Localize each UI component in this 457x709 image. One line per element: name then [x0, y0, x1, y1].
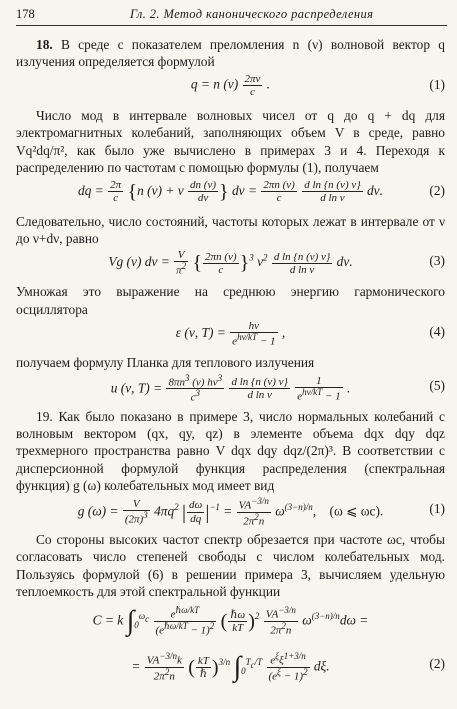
problem-19-label: 19.	[36, 408, 53, 424]
equation-19-1: g (ω) = $\frac{V}{(2\pi)^3}$ $4\pi q^2$ | $\frac{d\omega}{dq}$ $|^{-1}$ = $\frac{VA^{-3/n}}{2\pi^2n}$ $\omega^{(3-n)/n}$, (ω ⩽ ωc). (1)	[77, 495, 445, 528]
problem-18-text: В среде с показателем преломления n (ν) волновой вектор q излучения определяется формулой	[16, 37, 445, 70]
running-header	[16, 6, 447, 24]
page-number: 178	[16, 7, 35, 21]
equation-number: (2)	[429, 656, 445, 672]
equation-19-2a: C = k $\int_0^{\omega_c}$ $\frac{e^{\hbar\omega/kT}}{(e^{\hbar\omega/kT} - 1)^2}$ ( $\frac{\text{ℏω}}{kT}$ )$^2$ $\frac{VA^{-3/n}}{2\pi^2n}$ $\omega^{(3-n)/n}d\omega$ =	[92, 605, 369, 637]
problem-19-intro	[16, 408, 445, 495]
equation-number: (5)	[429, 377, 445, 393]
equation-condition: (ω ⩽ ωc).	[329, 503, 384, 519]
equation-18-1: q = n (ν) $\frac{2\pi\nu}{c}$ . (1)	[190, 72, 445, 98]
equation-number: (1)	[429, 500, 445, 516]
problem-18-paragraph-3: Следовательно, число состояний, частоты которых лежат в интервале от ν до ν+dν, равно	[16, 213, 445, 246]
equation-19-2b: = $\frac{VA^{-3/n}k}{2\pi^2n}$ ( $\frac{kT}{\text{ℏ}}$ )$^{3/n}$ $\int_0^{T_c/T}$ $\frac{e^\xi\xi^{1+3/n}}{(e^\xi - 1)^2}$ dξ. (2)	[131, 651, 445, 683]
equation-number: (3)	[429, 253, 445, 269]
problem-18-paragraph-2: Число мод в интервале волновых чисел от q до q + dq для электромагнитных колебаний, заполняющих объем V в среде, равно Vq²dq/π², как было уже вычислено в примерах 3 и 4. Переходя к распределению по частотам с помощью формулы (1), получаем	[16, 107, 445, 176]
equation-18-5: u (ν, T) = $\frac{8\pi n^3 (\nu) h\nu^3}{c^3}$ $\frac{\text{d ln \{n (ν) ν\}}}{\text{d ln ν}}$ $\frac{1}{e^{h\nu/kT} - 1}$ . (5)	[110, 372, 445, 405]
problem-18-label: 18.	[36, 37, 53, 52]
problem-19-paragraph-2: Со стороны высоких частот спектр обрезается при частоте ωc, чтобы согласовать число степеней свободы с числом колебательных мод. Пользуясь формулой (6) в решении примера 3, вычисляем удельную теплоемкость для этой спектральной функции	[16, 531, 445, 600]
page-body	[16, 36, 445, 698]
problem-18-paragraph-5: получаем формулу Планка для теплового излучения	[16, 355, 315, 371]
equation-18-4: ε (ν, T) = $\frac{h\nu}{e^{h\nu/kT} - 1}$ , (4)	[175, 320, 445, 348]
equation-number: (4)	[429, 324, 445, 340]
equation-number: (1)	[429, 76, 445, 92]
header-rule	[16, 25, 447, 26]
problem-18-paragraph-4: Умножая это выражение на среднюю энергию гармонического осциллятора	[16, 284, 445, 317]
chapter-title: Гл. 2. Метод канонического распределения	[130, 7, 374, 21]
problem-18-intro	[16, 36, 445, 71]
equation-number: (2)	[429, 182, 445, 198]
equation-18-3: Vg (ν) dν = $\frac{V}{\pi^2}$ { $\frac{2\pi n (\nu)}{c}$ }$^3$ $\nu^2$ $\frac{\text{d ln \{n (ν) ν\}}}{\text{d ln ν}}$ dν. (3)	[108, 249, 445, 278]
equation-18-2: dq = $\frac{2\pi}{c}$ {n (ν) + ν $\frac{dn (\nu)}{d\nu}$ } dν = $\frac{2\pi n (\nu)}{c}$ $\frac{\text{d ln \{n (ν) ν\}}}{\text{d ln ν}}$ dν. (2)	[78, 178, 445, 205]
problem-19-text: Как было показано в примере 3, число нормальных колебаний с волновым вектором (qx, qy, qz) в элементе объема dqx dqy dqz трехмерного пространства равно V dqx dqy dqz/(2π)³. В соответствии с дисперсионной формулой функция распределения (спектральная функция) g (ω) колебательных мод имеет вид	[16, 408, 445, 494]
